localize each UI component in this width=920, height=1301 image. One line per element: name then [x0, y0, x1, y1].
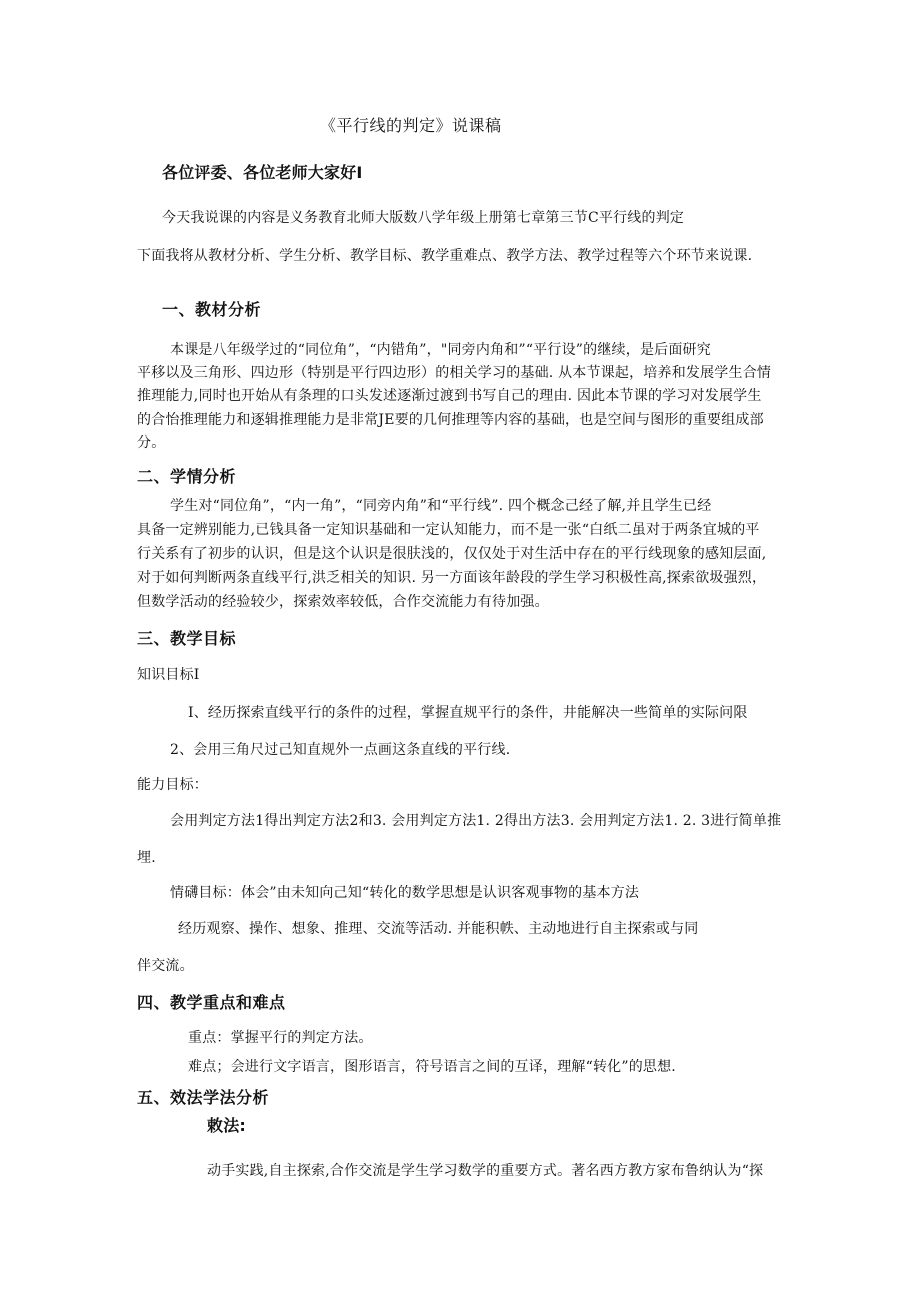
paragraph-line: 平移以及三角形、四边形（特别是平行四边形）的相关学习的基础. 从本节课起，培养和发展学生合情 [137, 365, 772, 381]
paragraph-line: 行关系有了初步的认识，但是这个认识是很肤浅的，仅仅处于对生活中存在的平行线现象的感知层面, [137, 546, 767, 562]
ability-goal-label: 能力目标： [137, 777, 208, 793]
intro-line: 今天我说课的内容是义务教育北师大版数八学年级上册第七章第三节C平行线的判定 [162, 210, 685, 226]
paragraph-line: 本课是八年级学过的“同位角”，“内错角”，"同旁内角和”“平行设”的继续，是后面研究 [170, 342, 711, 358]
paragraph-line: 具备一定辨别能力,已钱具备一定知识基础和一定认知能力，而不是一张“白纸二虽对于两条宜城的平 [137, 522, 760, 538]
section-heading-key-points: 四、教学重点和难点 [137, 993, 286, 1012]
process-goal-line: 经历观察、操作、想象、推理、交流等活动. 并能积帙、主动地进行自主探索或与同 [178, 921, 699, 937]
teaching-method-subheading: 敕法: [207, 1116, 246, 1135]
knowledge-goal-item: 2、会用三角尺过己知直规外一点画这条直线的平行线. [170, 742, 511, 758]
paragraph-line: 学生对“同位角”，“内一角”，“同旁内角”和“平行线”. 四个概念己经了解,并且学生已经 [170, 498, 712, 514]
knowledge-goal-item: I、经历探索直线平行的条件的过程，掌握直规平行的条件，井能解决一些简单的实际问限 [188, 705, 748, 721]
emotion-goal-line: 情礴目标：体会”由未知向己知“转化的数学思想是认识客观事物的基本方法 [170, 885, 640, 901]
paragraph-line: 推理能力,同时也开始从有条理的口头发述逐渐过渡到书写自己的理由. 因此本节课的学习对发展学生 [137, 388, 762, 404]
process-goal-line: 伴交流。 [137, 958, 194, 974]
page-title: 《平行线的判定》说课稿 [320, 116, 502, 135]
difficulty-line: 难点；会进行文字语言，图形语言，符号语言之间的互译，理解“转化”的思想. [188, 1059, 676, 1075]
key-point-line: 重点：掌握平行的判定方法。 [188, 1030, 373, 1046]
section-heading-method-analysis: 五、效法学法分析 [137, 1088, 270, 1107]
section-heading-teaching-goals: 三、教学目标 [137, 629, 237, 648]
ability-goal-line: 会用判定方法1得出判定方法2和3. 会用判定方法1. 2得出方法3. 会用判定方法1. 2. 3进行简单推 [170, 813, 782, 829]
ability-goal-line: 埋. [137, 850, 156, 866]
paragraph-line: 对于如何判断两条直线平行,洪乏相关的知识. 另一方面该年龄段的学生学习积极性高,探索欲圾强烈， [137, 570, 767, 586]
intro-line: 下面我将从教材分析、学生分析、教学目标、教学重难点、教学方法、教学过程等六个环节来说课. [137, 248, 753, 264]
greeting: 各位评委、各位老师大家好I [162, 163, 363, 182]
paragraph-line: 但数学活动的经验较少，探索效率较低，合作交流能力有待加强。 [137, 594, 549, 610]
paragraph-line: 分。 [137, 435, 166, 451]
knowledge-goal-label: 知识目标I [137, 667, 200, 683]
paragraph-line: 动手实践,自主探索,合作交流是学生学习数学的重要方式。著名西方教方家布鲁纳认为“探 [207, 1163, 764, 1179]
section-heading-student-analysis: 二、学情分析 [137, 467, 237, 486]
paragraph-line: 的合怡推理能力和逐辑推理能力是非常JE要的几何推理等内容的基础，也是空间与图形的重要组成部 [137, 412, 764, 428]
section-heading-textbook-analysis: 一、教材分析 [162, 300, 262, 319]
